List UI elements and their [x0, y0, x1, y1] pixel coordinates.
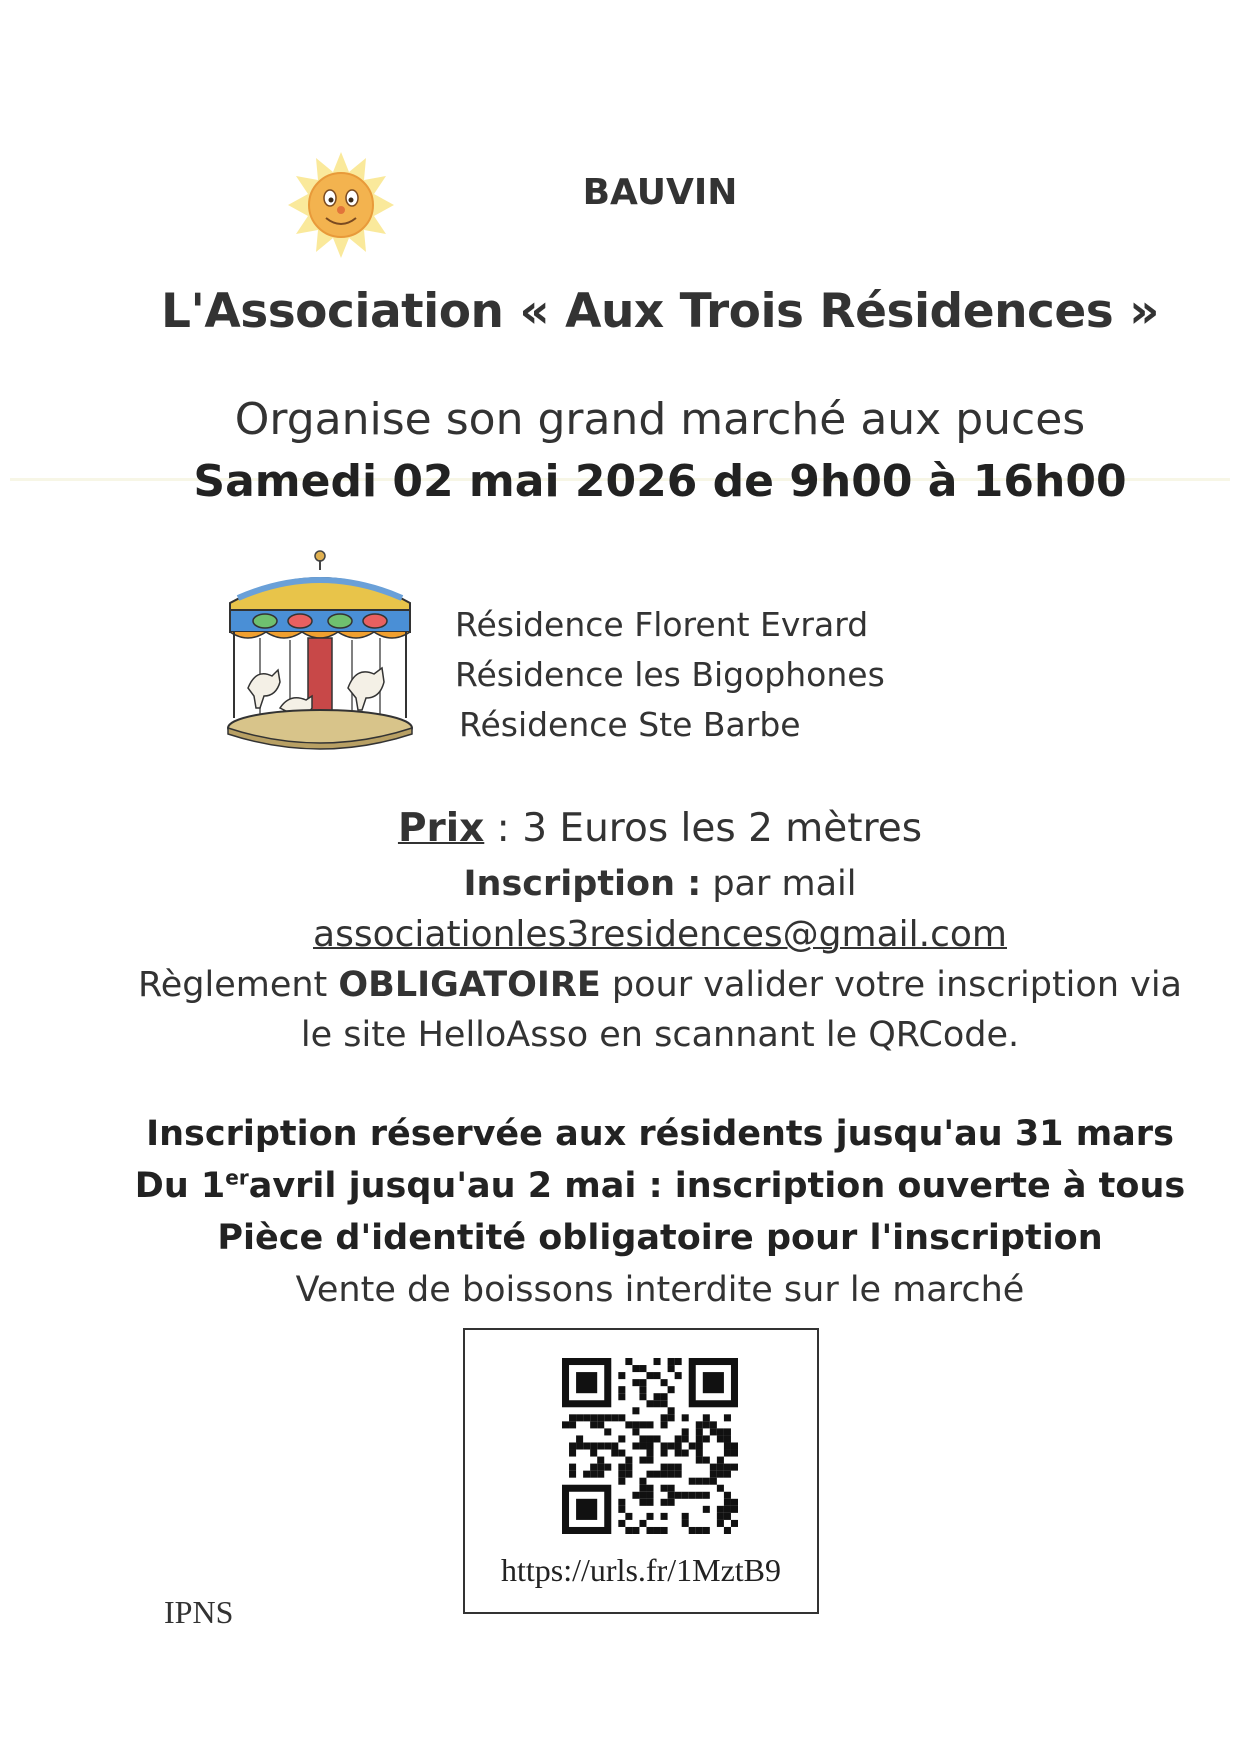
rule-residents: Inscription réservée aux résidents jusqu'au 31 mars — [146, 1114, 1174, 1154]
reglement-text: Règlement — [137, 965, 339, 1005]
reglement-text-2: pour valider votre inscription via — [600, 965, 1183, 1005]
residence-item: Résidence les Bigophones — [455, 655, 885, 694]
reglement-bold: OBLIGATOIRE — [338, 965, 601, 1005]
inscription-line — [120, 858, 1200, 910]
inscription-label: Inscription : — [463, 864, 702, 904]
ipns-mark: IPNS — [164, 1594, 234, 1630]
event-subtitle: Organise son grand marché aux puces — [234, 394, 1086, 445]
inscription-value: par mail — [701, 864, 857, 904]
reglement-line — [120, 960, 1200, 1010]
qr-url[interactable]: https://urls.fr/1MztB9 — [501, 1552, 781, 1588]
price-value: : 3 Euros les 2 mètres — [484, 806, 923, 851]
email-link[interactable]: associationles3residences@gmail.com — [313, 914, 1007, 955]
rules-block — [120, 1108, 1200, 1316]
info-block — [120, 800, 1200, 1060]
rule-open-sup: er — [225, 1165, 249, 1190]
residence-item: Résidence Ste Barbe — [459, 705, 801, 744]
rule-open — [120, 1160, 1200, 1212]
rule-drinks: Vente de boissons interdite sur le marché — [295, 1270, 1025, 1310]
city-heading: BAUVIN — [582, 172, 738, 213]
carousel-icon — [220, 548, 420, 753]
event-date: Samedi 02 mai 2026 de 9h00 à 16h00 — [193, 456, 1127, 507]
qr-code-icon[interactable] — [562, 1358, 738, 1534]
price-label: Prix — [397, 806, 485, 851]
rule-open-a: Du 1 — [134, 1166, 226, 1206]
residence-item: Résidence Florent Evrard — [455, 605, 869, 644]
reglement-line-2: le site HelloAsso en scannant le QRCode. — [300, 1015, 1020, 1055]
qr-box — [463, 1328, 819, 1614]
price-line — [120, 800, 1200, 858]
residences-list — [455, 600, 1055, 750]
rule-id: Pièce d'identité obligatoire pour l'inscription — [217, 1218, 1103, 1258]
rule-open-b: avril jusqu'au 2 mai : inscription ouverte à tous — [248, 1166, 1186, 1206]
association-title: L'Association « Aux Trois Résidences » — [161, 284, 1159, 339]
